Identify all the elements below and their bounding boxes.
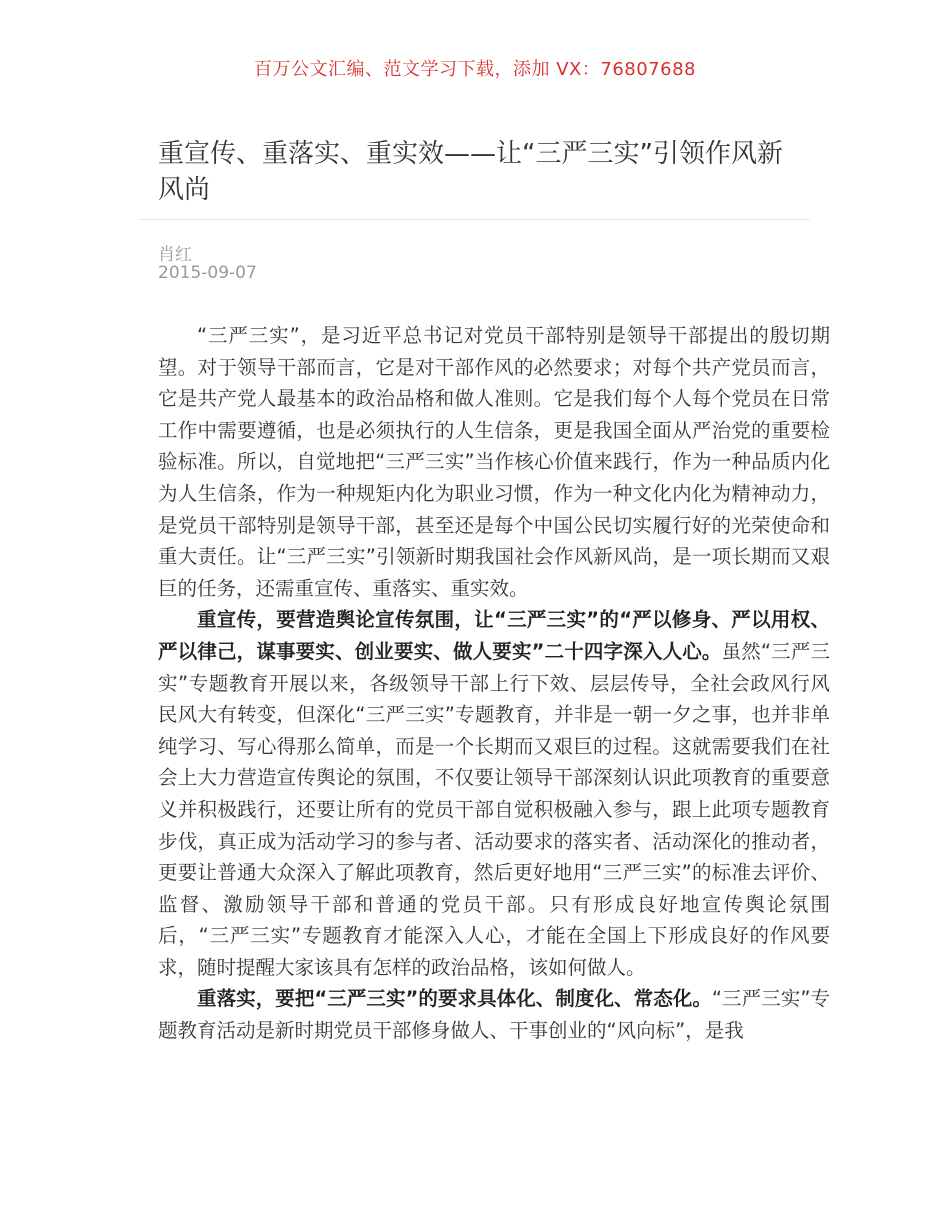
paragraph-publicity xyxy=(158,604,830,983)
article-title: 重宣传、重落实、重实效——让“三严三实”引领作风新风尚 xyxy=(158,139,783,205)
paragraph-implementation xyxy=(158,983,830,1046)
article-body xyxy=(158,320,830,1047)
promo-banner: 百万公文汇编、范文学习下载，添加 VX：76807688 xyxy=(254,59,696,80)
paragraph-text: “三严三实”，是习近平总书记对党员干部特别是领导干部提出的殷切期望。对于领导干部而言，它是对干部作风的必然要求；对每个共产党员而言，它是共产党人最基本的政治品格和做人准则。它是我们每个人每个党员在日常工作中需要遵循，也是必须执行的人生信条，更是我国全面从严治党的重要检验标准。所以，自觉地把“三严三实”当作核心价值来践行，作为一种品质内化为人生信条，作为一种规矩内化为职业习惯，作为一种文化内化为精神动力，是党员干部特别是领导干部，甚至还是每个中国公民切实履行好的光荣使命和重大责任。让“三严三实”引领新时期我国社会作风新风尚，是一项长期而又艰巨的任务，还需重宣传、重落实、重实效。 xyxy=(158,324,830,600)
paragraph-text: 虽然“三严三实”专题教育开展以来，各级领导干部上行下效、层层传导，全社会政风行风民风大有转变，但深化“三严三实”专题教育，并非是一朝一夕之事，也并非单纯学习、写心得那么简单，而是一个长期而又艰巨的过程。这就需要我们在社会上大力营造宣传舆论的氛围，不仅要让领导干部深刻认识此项教育的重要意义并积极践行，还要让所有的党员干部自觉积极融入参与，跟上此项专题教育步伐，真正成为活动学习的参与者、活动要求的落实者、活动深化的推动者，更要让普通大众深入了解此项教育，然后更好地用“三严三实”的标准去评价、监督、激励领导干部和普通的党员干部。只有形成良好地宣传舆论氛围后，“三严三实”专题教育才能深入人心，才能在全国上下形成良好的作风要求，随时提醒大家该具有怎样的政治品格，该如何做人。 xyxy=(158,639,830,979)
title-divider xyxy=(140,219,810,220)
paragraph-text: “三严三实”专题教育活动是新时期党员干部修身做人、干事创业的“风向标”，是我 xyxy=(158,987,830,1043)
article-date: 2015-09-07 xyxy=(158,263,257,283)
article-author: 肖红 xyxy=(158,245,192,265)
paragraph-intro xyxy=(158,320,830,604)
paragraph-lead: 重宣传，要营造舆论宣传氛围，让“三严三实”的“严以修身、严以用权、严以律己，谋事要实、创业要实、做人要实”二十四字深入人心。 xyxy=(158,608,830,663)
paragraph-lead: 重落实，要把“三严三实”的要求具体化、制度化、常态化。 xyxy=(197,987,712,1011)
